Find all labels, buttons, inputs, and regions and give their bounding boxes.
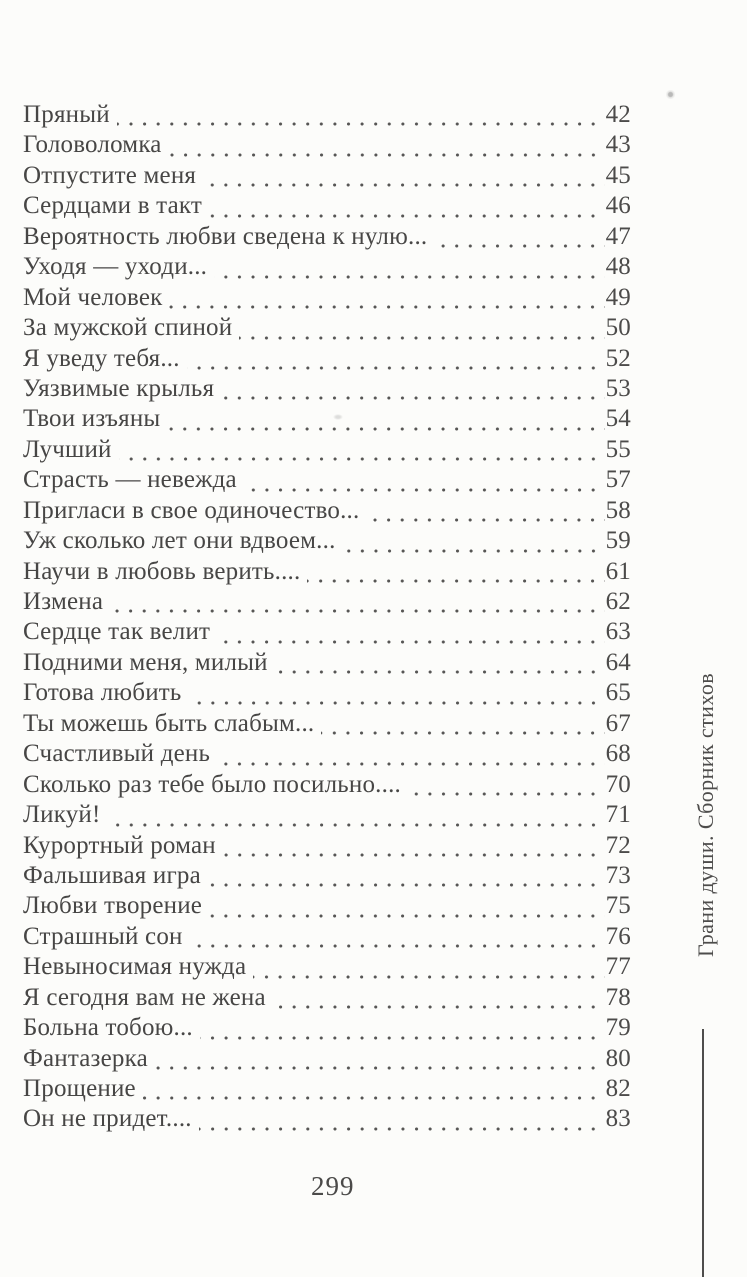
dot-leader	[217, 758, 604, 767]
dot-leader	[143, 1092, 605, 1101]
toc-entry	[23, 1045, 631, 1075]
toc-entry-title: Сердце так велит	[23, 618, 211, 646]
toc-entry-page: 50	[605, 314, 631, 342]
dot-leader	[434, 240, 604, 249]
toc-entry-title: Твои изъяны	[23, 405, 161, 433]
dot-leader	[189, 697, 605, 706]
toc-entry-page: 79	[605, 1014, 631, 1042]
toc-entry	[23, 162, 631, 192]
toc-entry	[23, 923, 631, 953]
toc-entry-title: Пряный	[23, 101, 110, 128]
toc-entry-page: 45	[605, 161, 631, 189]
toc-entry-title: Сколько раз тебе было посильно....	[23, 770, 401, 798]
toc-entry	[23, 588, 631, 618]
toc-entry-title: Фальшивая игра	[23, 861, 201, 889]
toc-entry-title: Подними меня, милый	[23, 648, 268, 676]
toc-entry-page: 80	[605, 1044, 631, 1072]
toc-entry	[23, 1075, 631, 1105]
toc-entry	[23, 253, 631, 283]
toc-entry	[23, 345, 631, 375]
toc-entry-title: Счастливый день	[23, 740, 211, 768]
toc-entry-title: Я сегодня вам не жена	[23, 983, 266, 1011]
toc-entry-page: 82	[605, 1075, 631, 1102]
dot-leader	[117, 118, 605, 127]
toc-entry-page: 52	[605, 344, 631, 372]
toc-entry-page: 70	[605, 770, 631, 798]
toc-entry-page: 78	[605, 983, 631, 1011]
toc-entry	[23, 223, 631, 253]
dot-leader	[408, 788, 605, 797]
dot-leader	[343, 545, 605, 554]
toc-entry-page: 61	[605, 557, 631, 585]
toc-entry	[23, 953, 631, 983]
dot-leader	[187, 362, 605, 371]
toc-entry-page: 46	[605, 192, 631, 220]
toc-entry	[23, 436, 631, 466]
vertical-rule	[702, 1029, 704, 1277]
dot-leader	[209, 910, 604, 919]
dot-leader	[190, 940, 605, 949]
toc-entry-title: Уж сколько лет они вдвоем...	[23, 527, 336, 555]
toc-entry	[23, 192, 631, 222]
dot-leader	[110, 605, 604, 614]
toc-entry-page: 72	[605, 831, 631, 859]
toc-entry-page: 58	[605, 496, 631, 524]
toc-entry	[23, 740, 631, 770]
dot-leader	[275, 666, 605, 675]
toc-entry	[23, 801, 631, 831]
toc-entry	[23, 497, 631, 527]
toc-entry	[23, 131, 631, 161]
toc-entry-page: 83	[605, 1105, 631, 1133]
dot-leader	[155, 1062, 605, 1071]
toc-entry-page: 62	[605, 588, 631, 615]
toc-entry-page: 48	[605, 253, 631, 281]
dot-leader	[208, 879, 605, 888]
toc-entry-page: 65	[605, 679, 631, 707]
toc-entry	[23, 284, 631, 314]
toc-entry-page: 64	[605, 648, 631, 676]
dot-leader	[221, 392, 604, 401]
dot-leader	[169, 149, 605, 158]
toc-entry-title: Страсть — невежда	[23, 466, 237, 494]
toc-entry	[23, 101, 631, 131]
toc-entry-title: Лучший	[23, 435, 112, 463]
toc-entry-title: Ликуй!	[23, 801, 101, 829]
toc-entry-title: Пригласи в свое одиночество...	[23, 496, 360, 524]
toc-entry-title: Прощение	[23, 1075, 136, 1102]
table-of-contents	[23, 101, 631, 1136]
toc-entry-page: 77	[605, 953, 631, 981]
toc-entry-page: 75	[605, 892, 631, 920]
toc-entry-title: Уходя — уходи...	[23, 253, 208, 281]
toc-entry-title: Больна тобою...	[23, 1014, 193, 1042]
toc-entry	[23, 862, 631, 892]
toc-entry-page: 57	[605, 466, 631, 494]
toc-entry-title: Мой человек	[23, 283, 163, 311]
toc-entry-title: Ты можешь быть слабым...	[23, 709, 315, 737]
toc-entry	[23, 832, 631, 862]
toc-entry-title: Вероятность любви сведена к нулю...	[23, 222, 428, 250]
dot-leader	[321, 727, 604, 736]
dot-leader	[169, 301, 604, 310]
toc-entry-title: Научи в любовь верить....	[23, 557, 301, 585]
toc-entry-title: Невыносимая нужда	[23, 953, 247, 981]
toc-entry-page: 71	[605, 801, 631, 829]
toc-entry	[23, 1105, 631, 1135]
toc-entry-title: Страшный сон	[23, 922, 183, 950]
toc-entry-page: 76	[605, 922, 631, 950]
dot-leader	[119, 453, 605, 462]
toc-entry-page: 47	[605, 222, 631, 250]
dot-leader	[223, 849, 605, 858]
toc-entry-title: Фантазерка	[23, 1044, 148, 1072]
toc-entry-page: 73	[605, 861, 631, 889]
toc-entry	[23, 527, 631, 557]
dot-leader	[273, 1001, 605, 1010]
toc-entry-title: Курортный роман	[23, 831, 216, 859]
toc-entry-title: Головоломка	[23, 131, 162, 159]
dot-leader	[203, 179, 604, 188]
toc-entry-page: 54	[605, 405, 631, 433]
toc-entry	[23, 618, 631, 648]
toc-entry	[23, 558, 631, 588]
dot-leader	[239, 332, 604, 341]
dot-leader	[244, 484, 605, 493]
dot-leader	[200, 1032, 605, 1041]
dot-leader	[167, 423, 604, 432]
toc-entry-title: Любви творение	[23, 892, 203, 920]
toc-entry-title: Готова любить	[23, 679, 182, 707]
toc-entry	[23, 679, 631, 709]
toc-entry	[23, 405, 631, 435]
dot-leader	[307, 575, 604, 584]
toc-entry	[23, 710, 631, 740]
toc-entry	[23, 771, 631, 801]
dot-leader	[217, 636, 604, 645]
toc-entry	[23, 375, 631, 405]
toc-entry-page: 68	[605, 740, 631, 768]
toc-entry-page: 63	[605, 618, 631, 646]
dot-leader	[253, 971, 604, 980]
toc-entry-title: Сердцами в такт	[23, 192, 203, 220]
toc-entry	[23, 466, 631, 496]
toc-entry-page: 53	[605, 374, 631, 402]
toc-entry	[23, 984, 631, 1014]
scan-speck	[666, 90, 675, 99]
toc-entry-title: Он не придет....	[23, 1105, 192, 1133]
toc-entry-page: 43	[605, 131, 631, 159]
toc-entry-page: 49	[605, 283, 631, 311]
toc-entry-title: Отпустите меня	[23, 161, 197, 189]
toc-entry	[23, 314, 631, 344]
dot-leader	[366, 514, 604, 523]
toc-entry-title: Измена	[23, 588, 104, 615]
toc-entry-page: 59	[605, 527, 631, 555]
book-title-vertical: Грани души. Сборник стихов	[693, 672, 718, 958]
toc-entry-page: 42	[605, 101, 631, 128]
toc-entry	[23, 1014, 631, 1044]
toc-entry-title: Я уведу тебя...	[23, 344, 180, 372]
dot-leader	[108, 819, 605, 828]
toc-entry-title: Уязвимые крылья	[23, 374, 215, 402]
toc-entry-title: За мужской спиной	[23, 314, 233, 342]
toc-entry	[23, 892, 631, 922]
toc-entry	[23, 649, 631, 679]
dot-leader	[209, 210, 605, 219]
page-number: 299	[311, 1171, 355, 1201]
dot-leader	[199, 1123, 605, 1132]
dot-leader	[214, 271, 604, 280]
toc-entry-page: 55	[605, 435, 631, 463]
toc-entry-page: 67	[605, 709, 631, 737]
